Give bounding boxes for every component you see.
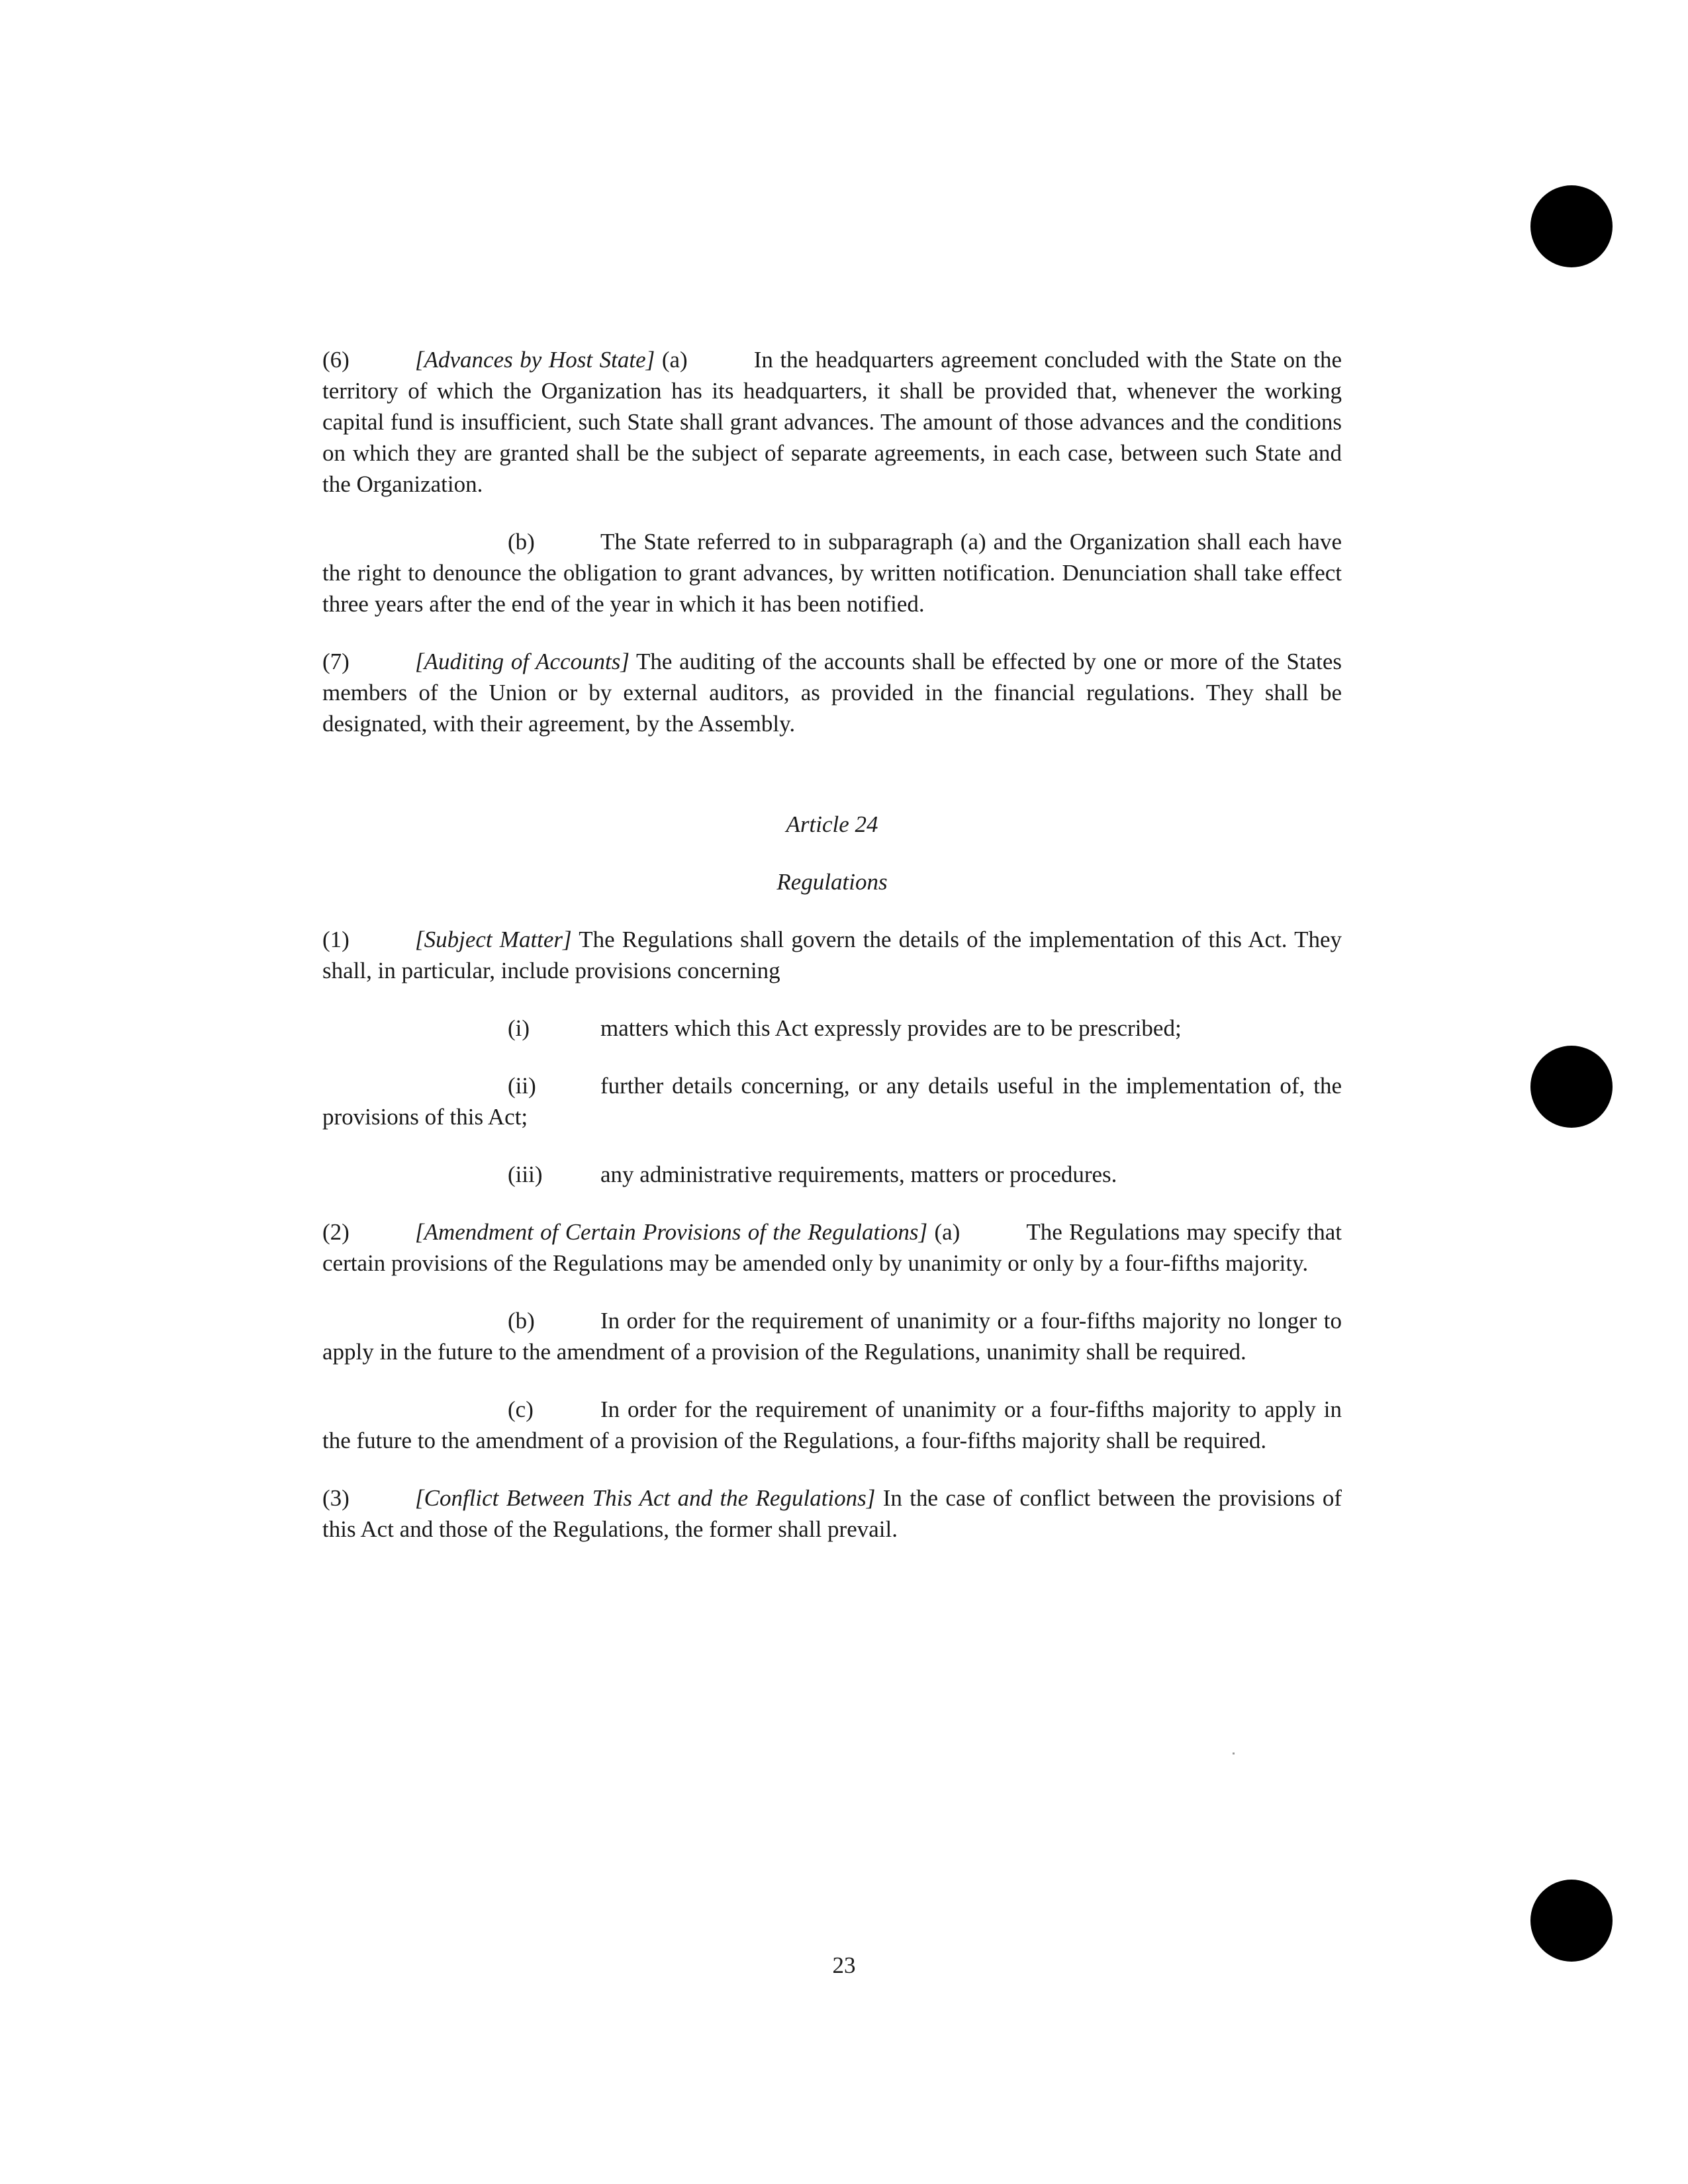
article-number: Article 24	[786, 811, 878, 837]
subparagraph-label: (c)	[508, 1396, 534, 1422]
paragraph-number: (3)	[322, 1485, 350, 1511]
subparagraph-label: (b)	[508, 1308, 535, 1334]
list-item	[322, 1013, 1342, 1044]
paragraph-number: (1)	[322, 927, 350, 952]
item-text: matters which this Act expressly provides are to be prescribed;	[600, 1015, 1182, 1041]
paragraph-text: In order for the requirement of unanimity or a four-fifths majority no longer to apply in the future to the amendment of a provision of the Regulations, unanimity shall be required.	[322, 1308, 1342, 1365]
paragraph-text: The auditing of the accounts shall be effected by one or more of the States members of the Union or by external auditors, as provided in the financial regulations. They shall be designated, with their agreement, by the Assembly.	[322, 649, 1342, 737]
paragraph-text: The Regulations may specify that certain provisions of the Regulations may be amended only by unanimity or only by a four-fifths majority.	[322, 1219, 1342, 1276]
paragraph-6b	[322, 526, 1342, 619]
paragraph-text: In the headquarters agreement concluded with the State on the territory of which the Organization has its headquarters, it shall be provided that, whenever the working capital fund is insufficient, such State shall grant advances. The amount of those advances and the conditions on which they are granted shall be the subject of separate agreements, in each case, between such State and the Organization.	[322, 347, 1342, 497]
paragraph-text: The Regulations shall govern the details of the implementation of this Act. They shall, in particular, include provisions concerning	[322, 927, 1342, 983]
article-paragraph-2c	[322, 1394, 1342, 1456]
paragraph-number: (6)	[322, 347, 350, 373]
punch-hole-bottom	[1530, 1880, 1613, 1962]
article-paragraph-2a	[322, 1216, 1342, 1279]
paragraph-heading: [Subject Matter]	[415, 927, 572, 952]
item-label: (i)	[508, 1015, 530, 1041]
subparagraph-label: (a)	[661, 347, 688, 373]
paragraph-text: In order for the requirement of unanimity or a four-fifths majority to apply in the future to the amendment of a provision of the Regulations, a four-fifths majority shall be required.	[322, 1396, 1342, 1453]
item-label: (iii)	[508, 1161, 543, 1187]
paragraph-heading: [Auditing of Accounts]	[415, 649, 630, 674]
paragraph-7	[322, 646, 1342, 739]
paragraph-number: (7)	[322, 649, 350, 674]
document-body	[322, 344, 1342, 1571]
paragraph-text: In the case of conflict between the provisions of this Act and those of the Regulations, the former shall prevail.	[322, 1485, 1342, 1542]
paragraph-text: The State referred to in subparagraph (a) and the Organization shall each have the right to denounce the obligation to grant advances, by written notification. Denunciation shall take effect three years after the end of the year in which it has been notified.	[322, 529, 1342, 617]
item-label: (ii)	[508, 1073, 536, 1099]
list-item	[322, 1070, 1342, 1132]
paragraph-6a	[322, 344, 1342, 500]
paragraph-heading: [Amendment of Certain Provisions of the Regulations]	[415, 1219, 928, 1245]
paragraph-number: (2)	[322, 1219, 350, 1245]
article-paragraph-1	[322, 924, 1342, 986]
article-paragraph-3	[322, 1482, 1342, 1545]
subparagraph-label: (a)	[934, 1219, 961, 1245]
scan-speck	[1233, 1752, 1235, 1754]
paragraph-heading: [Advances by Host State]	[415, 347, 655, 373]
paragraph-heading: [Conflict Between This Act and the Regulations]	[415, 1485, 876, 1511]
punch-hole-top	[1530, 185, 1613, 267]
subparagraph-label: (b)	[508, 529, 535, 555]
list-item	[322, 1159, 1342, 1190]
article-title: Regulations	[776, 869, 888, 895]
item-text: any administrative requirements, matters or procedures.	[600, 1161, 1117, 1187]
item-text: further details concerning, or any details useful in the implementation of, the provisions of this Act;	[322, 1073, 1342, 1130]
page-number: 23	[832, 1952, 856, 1978]
article-paragraph-2b	[322, 1305, 1342, 1367]
punch-hole-middle	[1530, 1046, 1613, 1128]
